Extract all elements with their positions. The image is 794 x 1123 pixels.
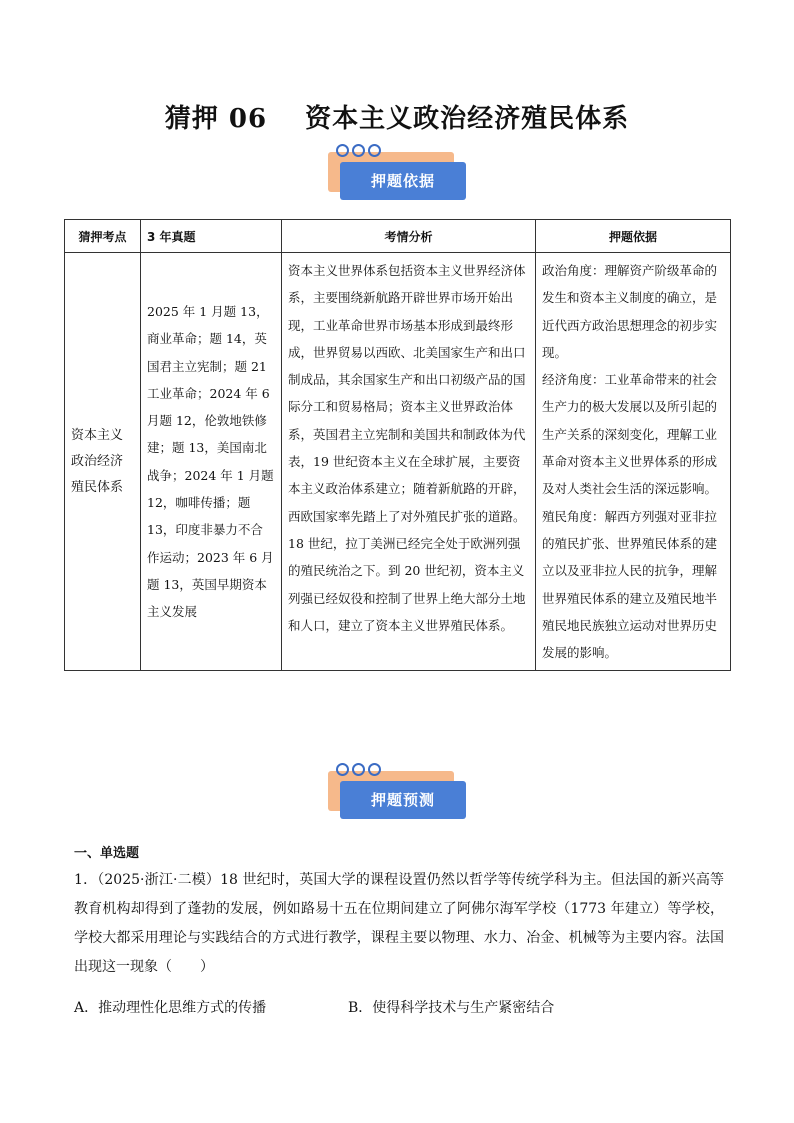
- banner-basis-label: 押题依据: [340, 162, 466, 200]
- header-basis: 押题依据: [536, 220, 731, 253]
- title-number: 猜押 06: [164, 104, 268, 134]
- ring-icon: [336, 761, 384, 775]
- title-text: 资本主义政治经济殖民体系: [305, 104, 630, 134]
- banner-prediction: [326, 763, 468, 821]
- question-stem: 1．（2025·浙江·二模）18 世纪时，英国大学的课程设置仍然以哲学等传统学科为主。但法国的新兴高等教育机构却得到了蓬勃的发展，例如路易十五在位期间建立了阿佛尔海军学校（1773 年建立）等学校，学校大都采用理论与实践结合的方式进行教学，课程主要以物理、水力、冶金、机械等为主要内容。法国出现这一现象（ ）: [74, 872, 724, 975]
- banner-prediction-label: 押题预测: [340, 781, 466, 819]
- header-analysis: 考情分析: [282, 220, 536, 253]
- basis-political: 政治角度：理解资产阶级革命的发生和资本主义制度的确立，是近代西方政治思想理念的初步实现。: [542, 263, 718, 360]
- cell-topic: 资本主义政治经济殖民体系: [65, 253, 141, 671]
- table-row: [65, 253, 731, 671]
- cell-analysis: 资本主义世界体系包括资本主义世界经济体系，主要围绕新航路开辟世界市场开始出现，工业革命世界市场基本形成到最终形成，世界贸易以西欧、北美国家生产和出口制成品，其余国家生产和出口初级产品的国际分工和贸易格局；资本主义世界政治体系，英国君主立宪制和美国共和制政体为代表，19 世纪资本主义在全球扩展，主要资本主义政治体系建立；随着新航路的开辟，西欧国家率先踏上了对外殖民扩张的道路。18 世纪，拉丁美洲已经完全处于欧洲列强的殖民统治之下。到 20 世纪初，资本主义列强已经奴役和控制了世界上绝大部分土地和人口，建立了资本主义世界殖民体系。: [282, 253, 536, 671]
- cell-years: 2025 年 1 月题 13，商业革命；题 14，英国君主立宪制；题 21 工业革命；2024 年 6 月题 12，伦敦地铁修建；题 13，美国南北战争；2024 年 1 月题 12，咖啡传播；题 13，印度非暴力不合作运动；2023 年 6 月题 13，英国早期资本主义发展: [141, 253, 282, 671]
- basis-economic: 经济角度：工业革命带来的社会生产力的极大发展以及所引起的生产关系的深刻变化，理解工业革命对资本主义世界体系的形成及对人类社会生活的深远影响。: [542, 372, 718, 497]
- cell-basis: [536, 253, 731, 671]
- banner-basis: [326, 144, 468, 202]
- option-b: B．使得科学技术与生产紧密结合: [348, 1000, 555, 1016]
- table-header-row: [65, 220, 731, 253]
- option-a: A．推动理性化思维方式的传播: [74, 1000, 267, 1016]
- header-years: 3 年真题: [141, 220, 282, 253]
- header-topic: 猜押考点: [65, 220, 141, 253]
- basis-colonial: 殖民角度：解西方列强对亚非拉的殖民扩张、世界殖民体系的建立以及亚非拉人民的抗争，理解世界殖民体系的建立及殖民地半殖民地民族独立运动对世界历史发展的影响。: [542, 508, 718, 661]
- section-heading: 一、单选题: [74, 846, 140, 861]
- page-title: [0, 98, 794, 135]
- ring-icon: [336, 142, 384, 156]
- exam-basis-table: [64, 219, 731, 671]
